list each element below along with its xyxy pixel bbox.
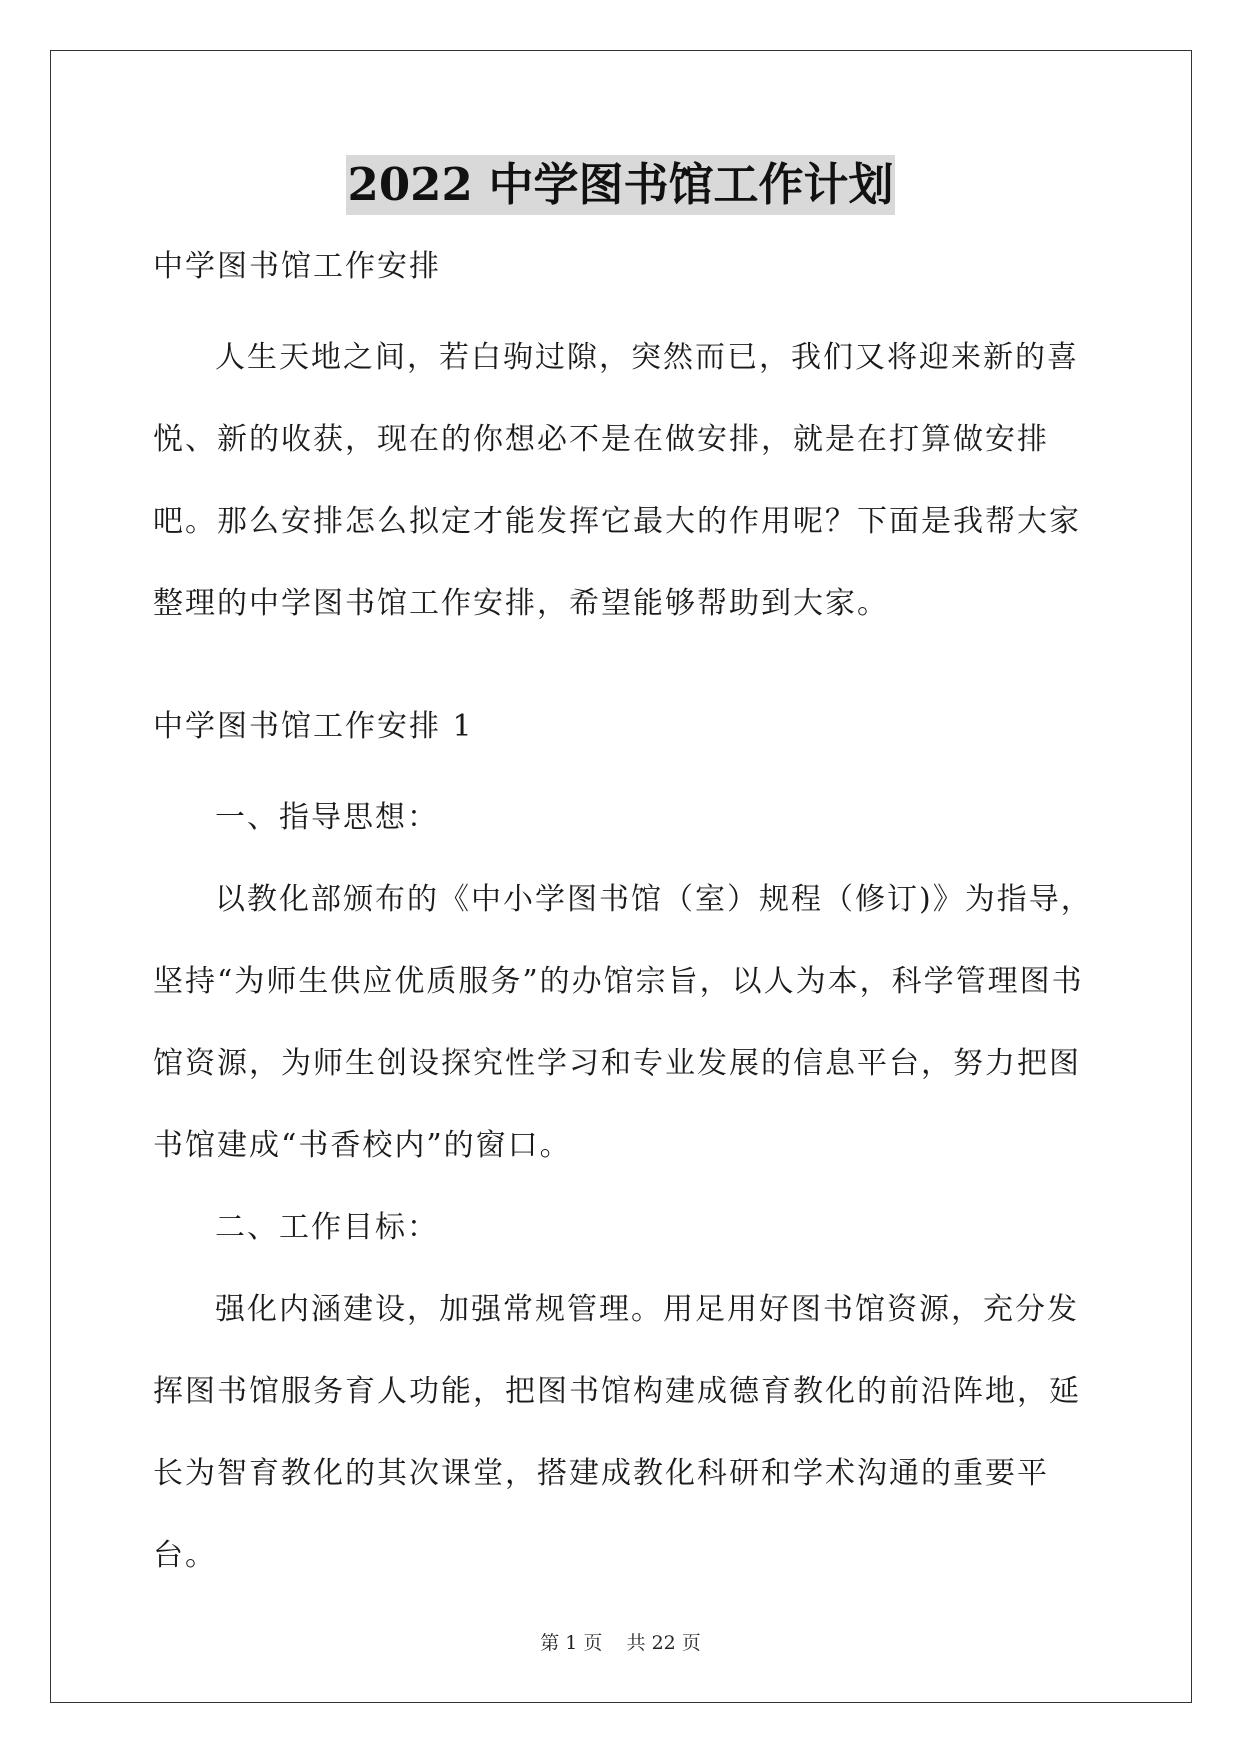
document-title: 2022 中学图书馆工作计划 <box>346 155 896 215</box>
page-number-footer: 第 1 页 共 22 页 <box>540 1632 701 1654</box>
paragraph-work-goals: 强化内涵建设，加强常规管理。用足用好图书馆资源，充分发挥图书馆服务育人功能，把图书馆构建成德育教化的前沿阵地，延长为智育教化的其次课堂，搭建成教化科研和学术沟通的重要平台。 <box>153 1292 1081 1573</box>
intro-paragraph: 人生天地之间，若白驹过隙，突然而已，我们又将迎来新的喜悦、新的收获，现在的你想必不是在做安排，就是在打算做安排吧。那么安排怎么拟定才能发挥它最大的作用呢？下面是我帮大家整理的中学图书馆工作安排，希望能够帮助到大家。 <box>153 340 1081 621</box>
section-heading-intro: 中学图书馆工作安排 <box>153 249 441 284</box>
paragraph-guiding-ideology: 以教化部颁布的《中小学图书馆（室）规程（修订)》为指导，坚持“为师生供应优质服务”的办馆宗旨，以人为本，科学管理图书馆资源，为师生创设探究性学习和专业发展的信息平台，努力把图书馆建成“书香校内”的窗口。 <box>153 882 1093 1163</box>
subheading-work-goals: 二、工作目标： <box>215 1210 439 1245</box>
title-container <box>0 155 1241 215</box>
document-body <box>153 237 1093 1597</box>
subheading-guiding-ideology: 一、指导思想： <box>215 800 439 835</box>
section-heading-plan-1: 中学图书馆工作安排 1 <box>153 709 474 744</box>
